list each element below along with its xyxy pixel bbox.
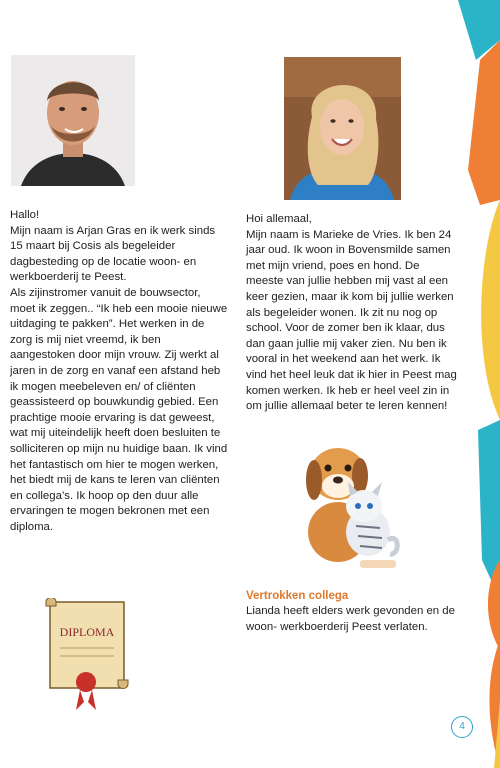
- diploma-illustration: [44, 598, 130, 714]
- arjan-intro-paragraph-1: Hallo! Mijn naam is Arjan Gras en ik werk sinds 15 maart bij Cosis als begeleider dagbesteding op de locatie woon- en werkboerderij te Peest.: [10, 209, 216, 284]
- photo-arjan: [11, 55, 135, 186]
- edge-yellow-shape-1: [481, 200, 500, 420]
- edge-orange-shape-1: [468, 40, 500, 205]
- marieke-introduction: [246, 212, 458, 415]
- page-number: 4: [451, 716, 473, 738]
- dog-and-cat-illustration: [298, 436, 402, 570]
- leaving-colleague-text: Lianda heeft elders werk gevonden en de woon- werkboerderij Peest verlaten.: [246, 605, 455, 633]
- photo-marieke: [284, 57, 401, 200]
- marieke-intro-paragraph: Hoi allemaal, Mijn naam is Marieke de Vries. Ik ben 24 jaar oud. Ik woon in Bovensmilde samen met mijn vriend, poes en hond. De meeste van jullie hebben mij vast al een keer gezien, maar ik kom bij jullie werken als begeleider wonen. Ik zit nu nog op school. Voor de zomer ben ik klaar, dus dan gaan jullie mij vaker zien. Nu ben ik vooral in het weekend aan het werk. Ik vind het heel leuk dat ik hier in Peest mag komen werken. Ik heb er heel veel zin in om jullie allemaal beter te leren kennen!: [246, 213, 457, 413]
- diploma-label: DIPLOMA: [59, 625, 115, 639]
- leaving-colleague-title: Vertrokken collega: [246, 590, 349, 602]
- decorative-edge: [458, 0, 500, 768]
- arjan-intro-paragraph-2: Als zijinstromer vanuit de bouwsector, moet ik zeggen.. “Ik heb een mooie nieuwe uitdaging te pakken”. Het werken in de zorg is mij niet vreemd, ik ben aangestoken door mijn vrouw. Zij werkt al jaren in de zorg en vanaf een afstand heb ik mogen meebeleven en/ of cliënten geassisteerd op bouwkundig gebied. Een prachtige mooie ervaring is dat geweest, wat mij uiteindelijk heeft doen besluiten te solliciteren op mijn nu huidige baan. Ik vind het fantastisch om hier te mogen werken, het biedt mij de kans te leren van cliënten en collega’s. Ik hoop op den duur alle ervaringen te mogen bekronen met een diploma.: [10, 286, 228, 533]
- arjan-introduction: [10, 208, 228, 535]
